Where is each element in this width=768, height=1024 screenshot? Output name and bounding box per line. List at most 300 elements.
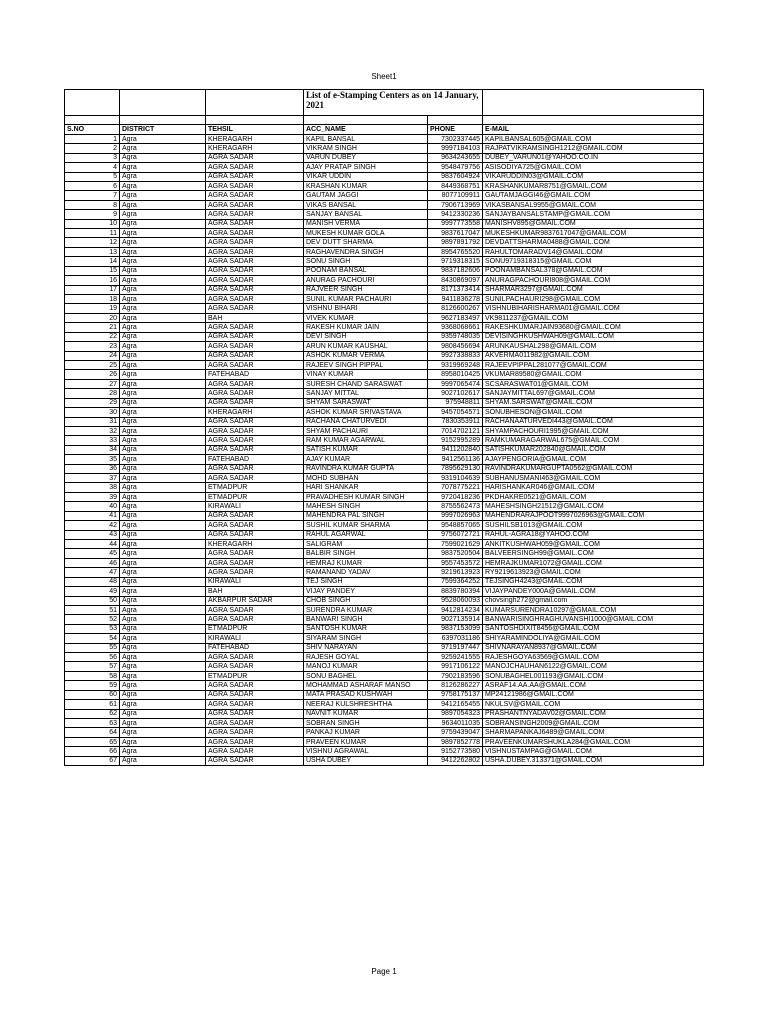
row-sno: 35 <box>65 455 120 464</box>
row-tehsil: AGRA SADAR <box>206 398 304 407</box>
row-acc-name: SANJAY MITTAL <box>304 389 428 398</box>
row-sno: 16 <box>65 276 120 285</box>
row-tehsil: AGRA SADAR <box>206 464 304 473</box>
row-district: Agra <box>120 360 206 369</box>
row-email: SHIVNARAYAN8937@GMAIL.COM <box>483 643 704 652</box>
row-sno: 63 <box>65 719 120 728</box>
row-sno: 67 <box>65 756 120 765</box>
row-tehsil: AGRA SADAR <box>206 681 304 690</box>
row-email: NKULSV@GMAIL.COM <box>483 700 704 709</box>
row-email: ASISODIYA725@GMAIL.COM <box>483 163 704 172</box>
row-phone: 7078775221 <box>428 483 483 492</box>
blank-cell <box>483 116 704 125</box>
row-email: VISHNUBIHARISHARMA01@GMAIL.COM <box>483 304 704 313</box>
table-row <box>65 587 704 596</box>
row-phone: 9219613923 <box>428 568 483 577</box>
row-tehsil: AGRA SADAR <box>206 709 304 718</box>
row-email: SONUBAGHEL001193@GMAIL.COM <box>483 671 704 680</box>
row-tehsil: AGRA SADAR <box>206 521 304 530</box>
row-phone: 9152773580 <box>428 747 483 756</box>
table-row <box>65 398 704 407</box>
row-district: Agra <box>120 408 206 417</box>
row-email: USHA.DUBEY.313371@GMAIL.COM <box>483 756 704 765</box>
row-sno: 22 <box>65 332 120 341</box>
table-row <box>65 163 704 172</box>
row-tehsil: AGRA SADAR <box>206 285 304 294</box>
row-sno: 48 <box>65 577 120 586</box>
row-email: MANOJCHAUHAN6122@GMAIL.COM <box>483 662 704 671</box>
row-acc-name: SONU BAGHEL <box>304 671 428 680</box>
row-district: Agra <box>120 605 206 614</box>
row-sno: 41 <box>65 511 120 520</box>
row-email: AKVERMA011982@GMAIL.COM <box>483 351 704 360</box>
row-acc-name: SATISH KUMAR <box>304 445 428 454</box>
row-email: SCSARASWAT01@GMAIL.COM <box>483 379 704 388</box>
row-acc-name: NEERAJ KULSHRESHTHA <box>304 700 428 709</box>
row-district: Agra <box>120 200 206 209</box>
row-district: Agra <box>120 191 206 200</box>
row-email: VIKASBANSAL9955@GMAIL.COM <box>483 200 704 209</box>
row-district: Agra <box>120 389 206 398</box>
row-district: Agra <box>120 530 206 539</box>
row-email: SHYAMPACHOURI1995@GMAIL.COM <box>483 426 704 435</box>
row-district: Agra <box>120 464 206 473</box>
row-tehsil: AGRA SADAR <box>206 737 304 746</box>
row-email: HEMRAJKUMAR1072@GMAIL.COM <box>483 558 704 567</box>
row-phone: 9548479756 <box>428 163 483 172</box>
table-row <box>65 153 704 162</box>
row-tehsil: AGRA SADAR <box>206 662 304 671</box>
row-sno: 66 <box>65 747 120 756</box>
row-acc-name: RAM KUMAR AGARWAL <box>304 436 428 445</box>
row-district: Agra <box>120 342 206 351</box>
row-sno: 42 <box>65 521 120 530</box>
row-phone: 9548857065 <box>428 521 483 530</box>
row-email: MAHENDRARAJPOOT9997026963@GMAIL.COM <box>483 511 704 520</box>
row-tehsil: AGRA SADAR <box>206 219 304 228</box>
row-acc-name: SANJAY BANSAL <box>304 210 428 219</box>
sheet-name-label: Sheet1 <box>371 72 397 81</box>
row-sno: 52 <box>65 615 120 624</box>
row-district: Agra <box>120 332 206 341</box>
row-phone: 8954765520 <box>428 247 483 256</box>
row-phone: 7830353911 <box>428 417 483 426</box>
row-phone: 9027102617 <box>428 389 483 398</box>
table-row <box>65 210 704 219</box>
row-email: SUNILPACHAURI298@GMAIL.COM <box>483 295 704 304</box>
row-email: DUBEY_VARUN01@YAHOO.CO.IN <box>483 153 704 162</box>
row-acc-name: ANURAG PACHOURI <box>304 276 428 285</box>
row-tehsil: KIRAWALI <box>206 634 304 643</box>
row-email: SANTOSHDIXIT8456@GMAIL.COM <box>483 624 704 633</box>
row-tehsil: AGRA SADAR <box>206 295 304 304</box>
row-email: KUMARSURENDRA10297@GMAIL.COM <box>483 605 704 614</box>
table-row <box>65 313 704 322</box>
table-row <box>65 690 704 699</box>
row-district: Agra <box>120 577 206 586</box>
blank-cell <box>65 116 120 125</box>
row-acc-name: VARUN DUBEY <box>304 153 428 162</box>
row-tehsil: BAH <box>206 313 304 322</box>
row-phone: 9027135914 <box>428 615 483 624</box>
row-tehsil: AGRA SADAR <box>206 700 304 709</box>
row-phone: 9719318315 <box>428 257 483 266</box>
row-sno: 51 <box>65 605 120 614</box>
row-district: Agra <box>120 624 206 633</box>
row-district: Agra <box>120 266 206 275</box>
page-number-footer: Page 1 <box>371 967 397 976</box>
blank-cell <box>483 90 704 116</box>
row-tehsil: AGRA SADAR <box>206 474 304 483</box>
row-tehsil: AGRA SADAR <box>206 266 304 275</box>
row-tehsil: AGRA SADAR <box>206 426 304 435</box>
table-row <box>65 332 704 341</box>
row-tehsil: AGRA SADAR <box>206 549 304 558</box>
row-sno: 32 <box>65 426 120 435</box>
row-email: RAJPATVIKRAMSINGH1212@GMAIL.COM <box>483 144 704 153</box>
row-tehsil: AGRA SADAR <box>206 379 304 388</box>
row-phone: 7302337445 <box>428 134 483 143</box>
row-email: ARUNKAUSHAL298@GMAIL.COM <box>483 342 704 351</box>
row-email: RAVINDRAKUMARGUPTA0562@GMAIL.COM <box>483 464 704 473</box>
table-row <box>65 191 704 200</box>
row-email: VKUMAR89580@GMAIL.COM <box>483 370 704 379</box>
table-row <box>65 417 704 426</box>
row-phone: 8839780394 <box>428 587 483 596</box>
row-phone: 9634011035 <box>428 719 483 728</box>
row-phone: 9319104639 <box>428 474 483 483</box>
table-row <box>65 229 704 238</box>
row-district: Agra <box>120 474 206 483</box>
header-acc-name: ACC_NAME <box>304 125 428 134</box>
blank-cell <box>206 90 304 116</box>
row-phone: 9837604924 <box>428 172 483 181</box>
row-email: SHARMAPANKAJ6489@GMAIL.COM <box>483 728 704 737</box>
row-tehsil: AGRA SADAR <box>206 445 304 454</box>
row-phone: 9411836278 <box>428 295 483 304</box>
row-phone: 9457054571 <box>428 408 483 417</box>
row-email: PRASHANTNYADAV02@GMAIL.COM <box>483 709 704 718</box>
row-tehsil: KHERAGARH <box>206 539 304 548</box>
row-sno: 23 <box>65 342 120 351</box>
table-row <box>65 134 704 143</box>
table-row <box>65 323 704 332</box>
row-district: Agra <box>120 653 206 662</box>
row-acc-name: RAGHAVENDRA SINGH <box>304 247 428 256</box>
row-email: MANISHV895@GMAIL.COM <box>483 219 704 228</box>
row-tehsil: AGRA SADAR <box>206 615 304 624</box>
row-tehsil: BAH <box>206 587 304 596</box>
table-row <box>65 474 704 483</box>
row-sno: 3 <box>65 153 120 162</box>
row-tehsil: AGRA SADAR <box>206 247 304 256</box>
table-row <box>65 295 704 304</box>
row-sno: 65 <box>65 737 120 746</box>
row-email: RAJEEVPIPPAL281077@GMAIL.COM <box>483 360 704 369</box>
row-acc-name: VIKRAM SINGH <box>304 144 428 153</box>
row-district: Agra <box>120 568 206 577</box>
row-district: Agra <box>120 756 206 765</box>
row-acc-name: BANWARI SINGH <box>304 615 428 624</box>
row-tehsil: AGRA SADAR <box>206 153 304 162</box>
table-row <box>65 728 704 737</box>
row-phone: 8126286227 <box>428 681 483 690</box>
row-acc-name: RAJVEER SINGH <box>304 285 428 294</box>
table-row <box>65 257 704 266</box>
row-phone: 9719197447 <box>428 643 483 652</box>
row-tehsil: AGRA SADAR <box>206 436 304 445</box>
row-phone: 8449368751 <box>428 181 483 190</box>
row-email: MUKESHKUMAR9837617047@GMAIL.COM <box>483 229 704 238</box>
row-tehsil: AGRA SADAR <box>206 210 304 219</box>
row-district: Agra <box>120 483 206 492</box>
row-sno: 60 <box>65 690 120 699</box>
row-sno: 46 <box>65 558 120 567</box>
table-body <box>65 90 704 766</box>
row-sno: 6 <box>65 181 120 190</box>
row-tehsil: FATEHABAD <box>206 455 304 464</box>
row-sno: 34 <box>65 445 120 454</box>
row-email: RAMKUMARAGARWAL675@GMAIL.COM <box>483 436 704 445</box>
row-phone: 9997065474 <box>428 379 483 388</box>
row-sno: 61 <box>65 700 120 709</box>
table-title: List of e-Stamping Centers as on 14 January, 2021 <box>304 90 483 116</box>
row-acc-name: MOHD SUBHAN <box>304 474 428 483</box>
row-tehsil: AGRA SADAR <box>206 530 304 539</box>
row-phone: 8077109911 <box>428 191 483 200</box>
row-acc-name: VIVEK KUMAR <box>304 313 428 322</box>
table-row <box>65 426 704 435</box>
table-row <box>65 719 704 728</box>
row-tehsil: AGRA SADAR <box>206 181 304 190</box>
row-acc-name: PRAVADHESH KUMAR SINGH <box>304 492 428 501</box>
row-email: SHYAM.SARSWAT@GMAIL.COM <box>483 398 704 407</box>
row-acc-name: PRAVEEN KUMAR <box>304 737 428 746</box>
row-sno: 59 <box>65 681 120 690</box>
row-tehsil: KIRAWALI <box>206 502 304 511</box>
header-tehsil: TEHSIL <box>206 125 304 134</box>
row-email: SUSHILSB1013@GMAIL.COM <box>483 521 704 530</box>
blank-cell <box>65 90 120 116</box>
table-row <box>65 709 704 718</box>
row-district: Agra <box>120 181 206 190</box>
row-district: Agra <box>120 417 206 426</box>
row-phone: 9368068661 <box>428 323 483 332</box>
table-row <box>65 558 704 567</box>
row-email: TEJSINGH4243@GMAIL.COM <box>483 577 704 586</box>
row-phone: 9758175137 <box>428 690 483 699</box>
row-email: SANJAYBANSALSTAMP@GMAIL.COM <box>483 210 704 219</box>
spacer-row <box>65 116 704 125</box>
row-district: Agra <box>120 719 206 728</box>
table-row <box>65 492 704 501</box>
row-acc-name: RAJEEV SINGH PIPPAL <box>304 360 428 369</box>
row-sno: 25 <box>65 360 120 369</box>
row-email: VISHNUSTAMPAG@GMAIL.COM <box>483 747 704 756</box>
row-tehsil: AGRA SADAR <box>206 728 304 737</box>
row-sno: 20 <box>65 313 120 322</box>
table-row <box>65 360 704 369</box>
row-sno: 2 <box>65 144 120 153</box>
row-tehsil: AGRA SADAR <box>206 511 304 520</box>
table-row <box>65 662 704 671</box>
row-phone: 8430869097 <box>428 276 483 285</box>
row-acc-name: MAHENDRA PAL SINGH <box>304 511 428 520</box>
blank-cell <box>304 116 428 125</box>
table-row <box>65 445 704 454</box>
row-tehsil: AGRA SADAR <box>206 605 304 614</box>
table-row <box>65 577 704 586</box>
row-sno: 45 <box>65 549 120 558</box>
table-row <box>65 700 704 709</box>
row-acc-name: SHYAM SARASWAT <box>304 398 428 407</box>
row-tehsil: AGRA SADAR <box>206 229 304 238</box>
row-acc-name: SHYAM PACHAURI <box>304 426 428 435</box>
row-phone: 9897054323 <box>428 709 483 718</box>
row-email: ASRAF14.AA.AA@GMAIL.COM <box>483 681 704 690</box>
row-email: SONU9719318315@GMAIL.COM <box>483 257 704 266</box>
row-sno: 58 <box>65 671 120 680</box>
table-row <box>65 247 704 256</box>
row-district: Agra <box>120 238 206 247</box>
row-phone: 7599364252 <box>428 577 483 586</box>
row-acc-name: VIKAR UDDIN <box>304 172 428 181</box>
table-row <box>65 436 704 445</box>
row-acc-name: SONU SINGH <box>304 257 428 266</box>
row-acc-name: KAPIL BANSAL <box>304 134 428 143</box>
table-row <box>65 653 704 662</box>
row-tehsil: AGRA SADAR <box>206 238 304 247</box>
row-district: Agra <box>120 634 206 643</box>
row-tehsil: AGRA SADAR <box>206 200 304 209</box>
row-tehsil: KHERAGARH <box>206 144 304 153</box>
row-tehsil: AGRA SADAR <box>206 747 304 756</box>
row-district: Agra <box>120 690 206 699</box>
row-acc-name: DEV DUTT SHARMA <box>304 238 428 247</box>
row-email: VIKARUDDIN03@GMAIL.COM <box>483 172 704 181</box>
row-district: Agra <box>120 134 206 143</box>
row-email: POONAMBANSAL378@GMAIL.COM <box>483 266 704 275</box>
row-tehsil: FATEHABAD <box>206 370 304 379</box>
row-email: PRAVEENKUMARSHUKLA284@GMAIL.COM <box>483 737 704 746</box>
row-tehsil: AGRA SADAR <box>206 276 304 285</box>
row-district: Agra <box>120 285 206 294</box>
row-acc-name: VINAY KUMAR <box>304 370 428 379</box>
row-tehsil: ETMADPUR <box>206 671 304 680</box>
row-district: Agra <box>120 153 206 162</box>
row-phone: 9627183497 <box>428 313 483 322</box>
row-sno: 40 <box>65 502 120 511</box>
row-phone: 9997026963 <box>428 511 483 520</box>
row-acc-name: RAMANAND YADAV <box>304 568 428 577</box>
table-row <box>65 502 704 511</box>
row-phone: 9412262802 <box>428 756 483 765</box>
table-row <box>65 181 704 190</box>
row-email: BALVEERSINGH99@GMAIL.COM <box>483 549 704 558</box>
row-acc-name: ASHOK KUMAR SRIVASTAVA <box>304 408 428 417</box>
table-row <box>65 455 704 464</box>
row-email: BANWARISINGHRAGHUVANSHI1000@GMAIL.COM <box>483 615 704 624</box>
table-row <box>65 464 704 473</box>
row-acc-name: BALBIR SINGH <box>304 549 428 558</box>
row-phone: 9359748035 <box>428 332 483 341</box>
row-sno: 28 <box>65 389 120 398</box>
table-row <box>65 351 704 360</box>
row-acc-name: NAVNIT KUMAR <box>304 709 428 718</box>
row-phone: 7902183596 <box>428 671 483 680</box>
row-district: Agra <box>120 247 206 256</box>
row-district: Agra <box>120 643 206 652</box>
table-row <box>65 379 704 388</box>
row-email: chovsingh272@gmail.com <box>483 596 704 605</box>
row-acc-name: SUSHIL KUMAR SHARMA <box>304 521 428 530</box>
table-row <box>65 521 704 530</box>
table-row <box>65 276 704 285</box>
row-tehsil: AGRA SADAR <box>206 756 304 765</box>
row-acc-name: RAHUL AGARWAL <box>304 530 428 539</box>
row-phone: 9720418236 <box>428 492 483 501</box>
row-email: RY9219613923@GMAIL.COM <box>483 568 704 577</box>
row-tehsil: KHERAGARH <box>206 408 304 417</box>
table-row <box>65 200 704 209</box>
row-district: Agra <box>120 323 206 332</box>
row-tehsil: AGRA SADAR <box>206 568 304 577</box>
row-acc-name: DEVI SINGH <box>304 332 428 341</box>
row-district: Agra <box>120 379 206 388</box>
table-row <box>65 643 704 652</box>
row-acc-name: RAVINDRA KUMAR GUPTA <box>304 464 428 473</box>
table-row <box>65 370 704 379</box>
row-acc-name: SALIGRAM <box>304 539 428 548</box>
header-row <box>65 125 704 134</box>
table-row <box>65 615 704 624</box>
table-row <box>65 568 704 577</box>
row-phone: 9997773558 <box>428 219 483 228</box>
row-tehsil: AGRA SADAR <box>206 172 304 181</box>
row-phone: 9917106122 <box>428 662 483 671</box>
row-phone: 9759439047 <box>428 728 483 737</box>
row-email: SUBHANUSMANI463@GMAIL.COM <box>483 474 704 483</box>
row-tehsil: AGRA SADAR <box>206 558 304 567</box>
row-sno: 11 <box>65 229 120 238</box>
table-row <box>65 266 704 275</box>
row-sno: 43 <box>65 530 120 539</box>
table-row <box>65 511 704 520</box>
blank-cell <box>206 116 304 125</box>
row-phone: 7599021629 <box>428 539 483 548</box>
row-acc-name: SURENDRA KUMAR <box>304 605 428 614</box>
row-tehsil: AGRA SADAR <box>206 389 304 398</box>
row-tehsil: AGRA SADAR <box>206 304 304 313</box>
row-email: GAUTAMJAGGI46@GMAIL.COM <box>483 191 704 200</box>
table-row <box>65 596 704 605</box>
row-district: Agra <box>120 436 206 445</box>
e-stamping-centers-table <box>64 89 704 766</box>
row-tehsil: KIRAWALI <box>206 577 304 586</box>
row-email: MP24121986@GMAIL.COM <box>483 690 704 699</box>
row-tehsil: FATEHABAD <box>206 643 304 652</box>
table-row <box>65 530 704 539</box>
row-acc-name: MOHAMMAD ASHARAF MANSO <box>304 681 428 690</box>
table-row <box>65 172 704 181</box>
row-district: Agra <box>120 615 206 624</box>
table-row <box>65 605 704 614</box>
row-acc-name: RAKESH KUMAR JAIN <box>304 323 428 332</box>
row-sno: 4 <box>65 163 120 172</box>
row-email: KAPILBANSAL605@GMAIL.COM <box>483 134 704 143</box>
row-phone: 8171373414 <box>428 285 483 294</box>
row-district: Agra <box>120 662 206 671</box>
